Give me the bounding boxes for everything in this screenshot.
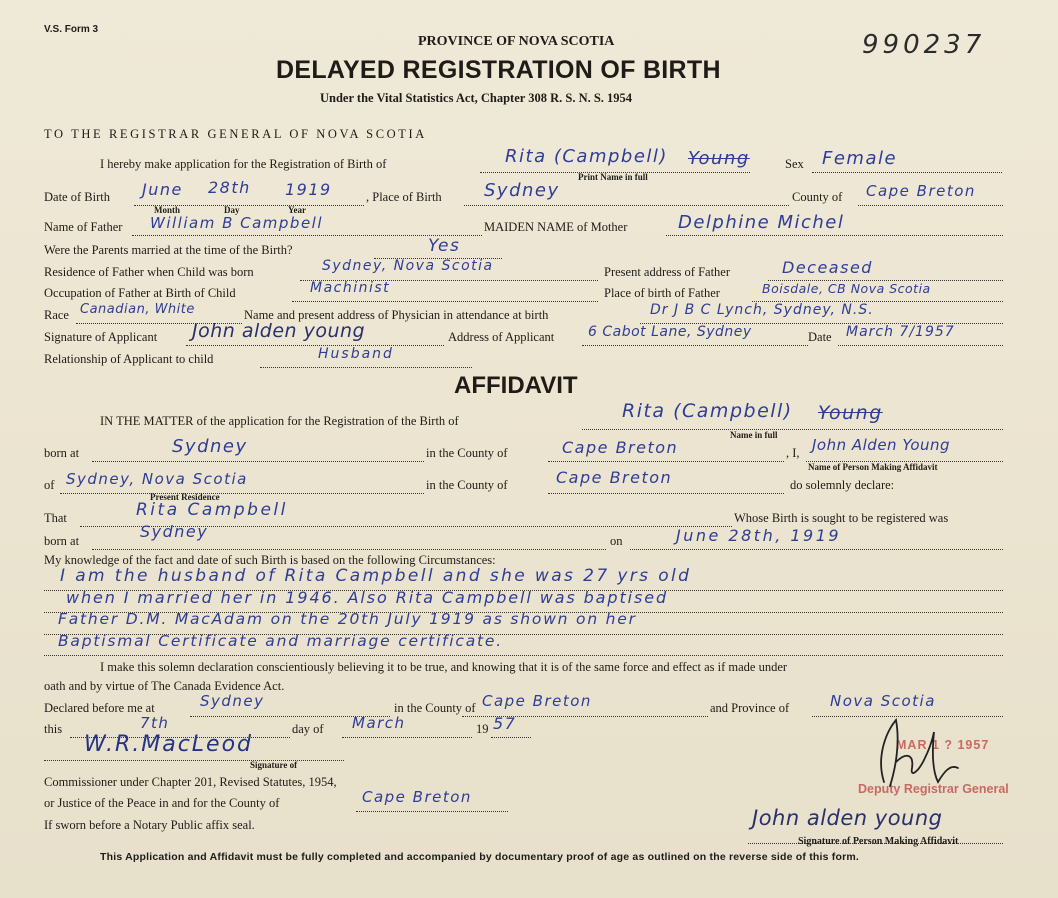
physician-label: Name and present address of Physician in attendance at birth <box>244 308 549 322</box>
province-label: and Province of <box>710 701 790 715</box>
solemnly-label: do solemnly declare: <box>790 478 895 492</box>
born-at-line-2 <box>92 549 606 550</box>
commissioner-signature: W.R.MacLeod <box>84 732 254 757</box>
signature-label: Signature of Applicant <box>44 330 158 344</box>
knowledge-label: My knowledge of the fact and date of such Birth is based on the following Circumstances: <box>44 553 496 567</box>
circumstance-line-4: Baptismal Certificate and marriage certificate. <box>58 632 503 650</box>
aff-residence-county-value: Cape Breton <box>556 468 673 487</box>
relationship-line <box>260 367 472 368</box>
date-line <box>838 345 1003 346</box>
county-value: Cape Breton <box>866 182 976 200</box>
sex-line <box>812 172 1002 173</box>
child-name-struck: Young <box>688 148 750 169</box>
year-caption: Year <box>288 205 306 215</box>
aff-county-line <box>548 461 784 462</box>
affiant-signature: John alden young <box>752 806 943 830</box>
born-at-value-2: Sydney <box>140 522 209 541</box>
jp-county-value: Cape Breton <box>362 788 472 806</box>
sex-label: Sex <box>785 157 804 171</box>
name-in-full-caption: Name in full <box>730 430 778 440</box>
declared-county-value: Cape Breton <box>482 692 592 710</box>
applicant-signature: John alden young <box>192 320 366 342</box>
mother-value: Delphine Michel <box>678 212 845 233</box>
place-line <box>464 205 789 206</box>
child-name-value: Rita (Campbell) <box>505 146 668 167</box>
of-label: of <box>44 478 55 492</box>
page-title: DELAYED REGISTRATION OF BIRTH <box>276 56 721 84</box>
declaration-line-1: I make this solemn declaration conscientiously believing it to be true, and knowing that it is of the same force and effect as if made under <box>100 660 788 674</box>
physician-value: Dr J B C Lynch, Sydney, N.S. <box>650 302 874 318</box>
maiden-label: MAIDEN NAME of Mother <box>484 220 628 234</box>
relationship-value: Husband <box>318 346 394 362</box>
present-address-value: Deceased <box>782 258 873 277</box>
father-value: William B Campbell <box>150 214 324 232</box>
received-stamp-date: MAR 1 ? 1957 <box>896 738 990 752</box>
occupation-value: Machinist <box>310 280 391 296</box>
county-label: County of <box>792 190 843 204</box>
commissioner-label: Commissioner under Chapter 201, Revised Statutes, 1954, <box>44 775 337 789</box>
born-at-value: Sydney <box>172 436 248 457</box>
married-value: Yes <box>428 236 461 256</box>
birthplace-label: Place of birth of Father <box>604 286 720 300</box>
page-subtitle: Under the Vital Statistics Act, Chapter 308 R. S. N. S. 1954 <box>320 91 633 105</box>
aff-residence-value: Sydney, Nova Scotia <box>66 470 248 488</box>
declaration-line-2: oath and by virtue of The Canada Evidence Act. <box>44 679 285 693</box>
deputy-registrar-signature <box>866 712 976 792</box>
on-line <box>630 549 1003 550</box>
dob-month-value: June <box>142 180 183 199</box>
birthplace-value: Boisdale, CB Nova Scotia <box>762 281 931 296</box>
year-line <box>491 737 531 738</box>
commissioner-sig-line <box>44 760 344 761</box>
residence-value: Sydney, Nova Scotia <box>322 258 494 274</box>
year-suffix-value: 57 <box>493 714 517 733</box>
place-value: Sydney <box>484 180 560 201</box>
month-line <box>342 737 472 738</box>
occupation-label: Occupation of Father at Birth of Child <box>44 286 236 300</box>
address-applicant-line <box>582 345 808 346</box>
residence-aff-line <box>60 493 424 494</box>
month-value: March <box>352 714 406 732</box>
jp-county-line <box>356 811 508 812</box>
race-label: Race <box>44 308 69 322</box>
present-residence-caption: Present Residence <box>150 492 220 502</box>
circumstance-line-1: I am the husband of Rita Campbell and she was 27 yrs old <box>60 566 692 586</box>
that-value: Rita Campbell <box>136 500 288 520</box>
this-label: this <box>44 722 63 736</box>
born-at-label-2: born at <box>44 534 80 548</box>
affidavit-heading: AFFIDAVIT <box>454 372 578 399</box>
deputy-registrar-stamp: Deputy Registrar General <box>858 782 1009 796</box>
day-of-label: day of <box>292 722 324 736</box>
addressee: TO THE REGISTRAR GENERAL OF NOVA SCOTIA <box>44 127 427 141</box>
father-label: Name of Father <box>44 220 123 234</box>
signature-of-caption: Signature of <box>250 760 298 770</box>
in-the-matter-label: IN THE MATTER of the application for the Registration of the Birth of <box>100 414 459 428</box>
i-label: , I, <box>786 446 800 460</box>
that-label: That <box>44 511 67 525</box>
dob-year-value: 1919 <box>285 180 332 199</box>
married-label: Were the Parents married at the time of the Birth? <box>44 243 293 257</box>
born-at-label: born at <box>44 446 80 460</box>
aff-child-line <box>582 429 1003 430</box>
this-day-value: 7th <box>140 714 170 732</box>
aff-child-value: Rita (Campbell) <box>622 400 793 422</box>
aff-county-value: Cape Breton <box>562 438 679 457</box>
dob-label: Date of Birth <box>44 190 110 204</box>
address-applicant-label: Address of Applicant <box>448 330 555 344</box>
print-name-caption: Print Name in full <box>578 172 648 182</box>
date-value: March 7/1957 <box>846 324 955 340</box>
dob-day-value: 28th <box>208 178 251 197</box>
county-of-label: in the County of <box>426 446 508 460</box>
circumstance-line-3: Father D.M. MacAdam on the 20th July 1919 as shown on her <box>58 610 637 628</box>
declared-before-label: Declared before me at <box>44 701 155 715</box>
declared-province-value: Nova Scotia <box>830 692 936 710</box>
whose-birth-label: Whose Birth is sought to be registered was <box>734 511 949 525</box>
race-value: Canadian, White <box>80 302 195 317</box>
justice-label: or Justice of the Peace in and for the County of <box>44 796 280 810</box>
aff-county-line-2 <box>548 493 784 494</box>
declared-at-value: Sydney <box>200 692 265 710</box>
day-caption: Day <box>224 205 240 215</box>
sex-value: Female <box>822 148 898 169</box>
present-address-label: Present address of Father <box>604 265 731 279</box>
circumstance-line-2: when I married her in 1946. Also Rita Campbell was baptised <box>66 588 668 607</box>
application-label: I hereby make application for the Registration of Birth of <box>100 157 387 171</box>
aff-child-struck: Young <box>818 402 883 424</box>
on-date-value: June 28th, 1919 <box>676 526 842 545</box>
occupation-line <box>292 301 598 302</box>
relationship-label: Relationship of Applicant to child <box>44 352 214 366</box>
form-id: V.S. Form 3 <box>44 24 99 35</box>
registration-number: 990237 <box>862 30 986 60</box>
date-label: Date <box>808 330 832 344</box>
place-label: , Place of Birth <box>366 190 442 204</box>
month-caption: Month <box>154 205 181 215</box>
province-heading: PROVINCE OF NOVA SCOTIA <box>418 34 615 49</box>
born-at-line <box>92 461 424 462</box>
declared-county-label: in the County of <box>394 701 476 715</box>
signature-line <box>186 345 444 346</box>
notary-label: If sworn before a Notary Public affix seal. <box>44 818 255 832</box>
affiant-value: John Alden Young <box>812 436 951 454</box>
name-person-caption: Name of Person Making Affidavit <box>808 462 938 472</box>
county-line <box>858 205 1003 206</box>
on-label: on <box>610 534 623 548</box>
year-prefix: 19 <box>476 722 489 736</box>
circ-line-4 <box>44 655 1003 656</box>
footer-note: This Application and Affidavit must be fully completed and accompanied by documentary proof of age as outlined on the reverse side of this form. <box>100 851 860 863</box>
signature-affiant-caption: Signature of Person Making Affidavit <box>798 836 959 847</box>
address-applicant-value: 6 Cabot Lane, Sydney <box>588 324 752 340</box>
residence-label: Residence of Father when Child was born <box>44 265 254 279</box>
county-of-label-2: in the County of <box>426 478 508 492</box>
maiden-line <box>666 235 1003 236</box>
